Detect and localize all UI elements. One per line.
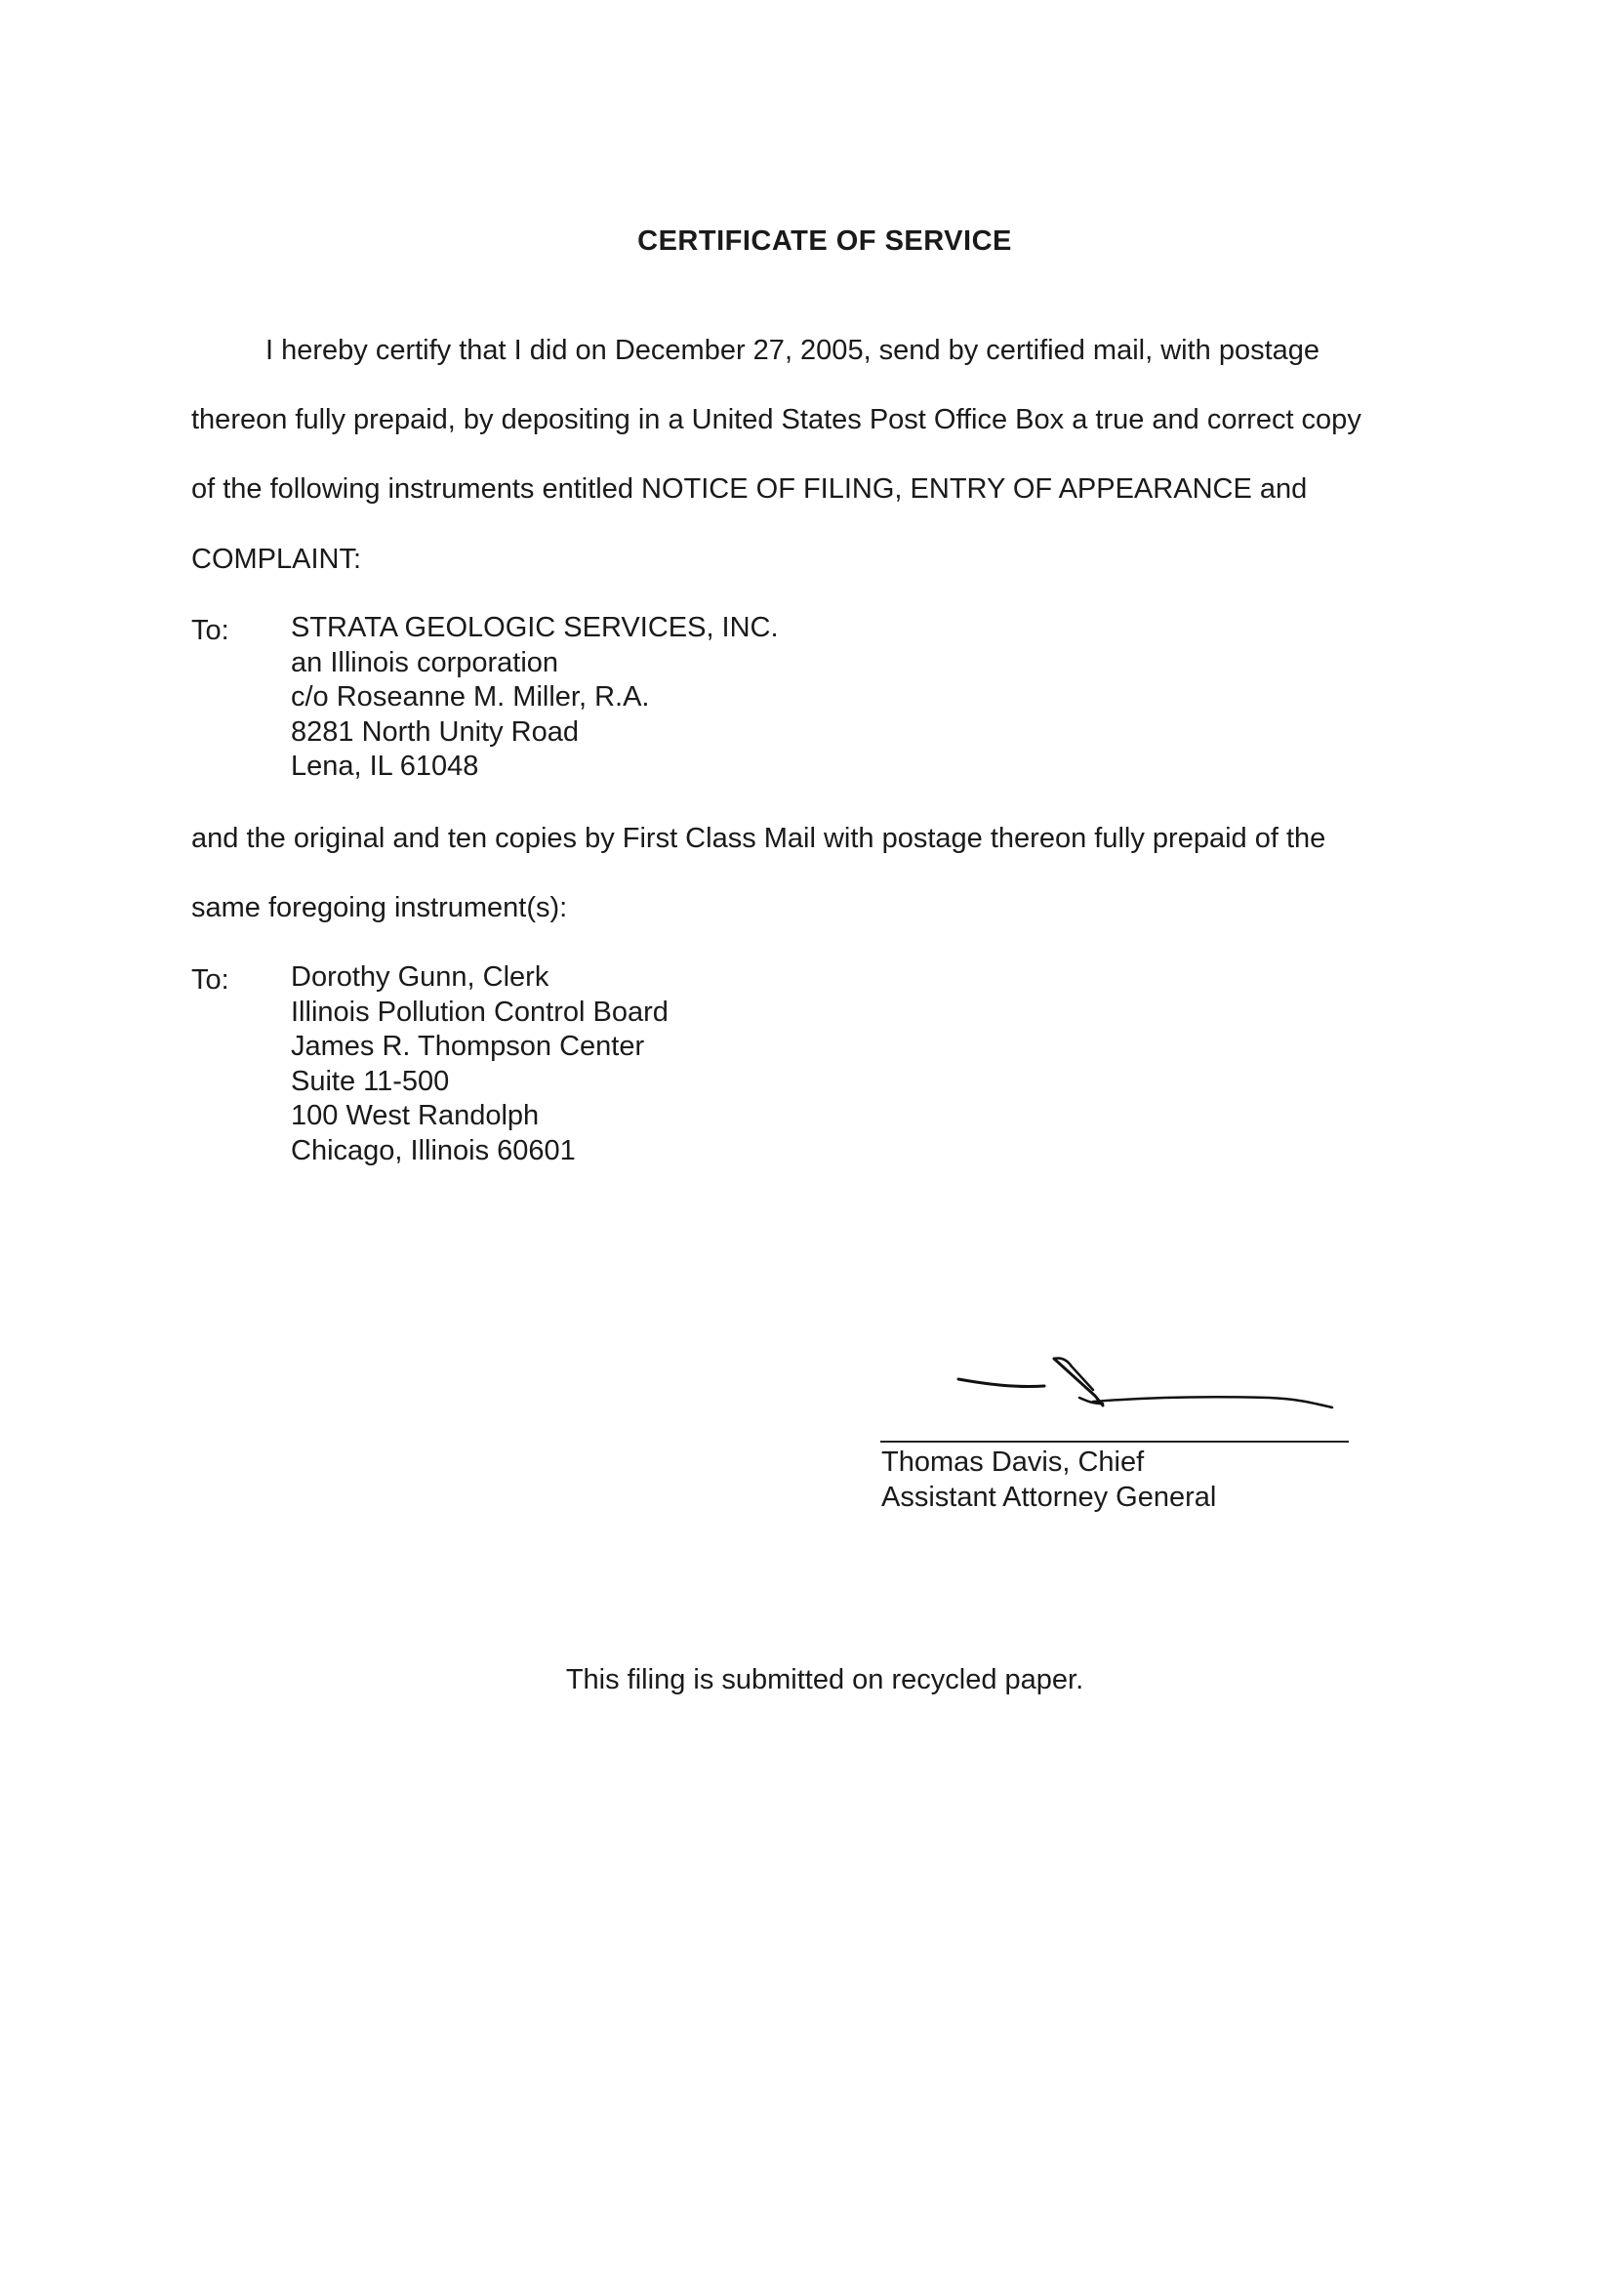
recipient1-label: To: xyxy=(191,615,229,646)
address-line: an Illinois corporation xyxy=(291,646,559,678)
paragraph1-line: thereon fully prepaid, by depositing in a United States Post Office Box a true and correct copy xyxy=(191,404,1361,435)
recipient2-address xyxy=(291,960,669,1168)
recipient1-address xyxy=(291,611,779,785)
address-line: Lena, IL 61048 xyxy=(291,751,479,782)
address-line: 8281 North Unity Road xyxy=(291,715,579,748)
signature-line xyxy=(880,1441,1349,1443)
address-line: Suite 11-500 xyxy=(291,1065,450,1097)
signer-title: Assistant Attorney General xyxy=(881,1482,1217,1513)
paragraph1-line: I hereby certify that I did on December 27, 2005, send by certified mail, with postage xyxy=(265,335,1320,366)
address-line: Chicago, Illinois 60601 xyxy=(291,1134,576,1166)
address-line: James R. Thompson Center xyxy=(291,1031,645,1062)
address-line: Illinois Pollution Control Board xyxy=(291,996,669,1028)
paragraph1-line: of the following instruments entitled NOTICE OF FILING, ENTRY OF APPEARANCE and xyxy=(191,473,1308,505)
document-title: CERTIFICATE OF SERVICE xyxy=(637,225,1012,257)
recycled-paper-note: This filing is submitted on recycled paper. xyxy=(565,1664,1084,1695)
address-line: Dorothy Gunn, Clerk xyxy=(291,961,549,993)
paragraph2-line: and the original and ten copies by First Class Mail with postage thereon fully prepaid of the xyxy=(191,823,1326,854)
address-line: c/o Roseanne M. Miller, R.A. xyxy=(291,681,650,713)
paragraph1-line: COMPLAINT: xyxy=(191,544,362,575)
signature-scribble xyxy=(947,1347,1347,1415)
signer-name: Thomas Davis, Chief xyxy=(881,1447,1145,1478)
address-line: 100 West Randolph xyxy=(291,1100,540,1131)
paragraph2-line: same foregoing instrument(s): xyxy=(191,892,568,923)
address-line: STRATA GEOLOGIC SERVICES, INC. xyxy=(291,612,779,643)
signer-block xyxy=(881,1445,1216,1515)
recipient2-label: To: xyxy=(191,964,229,996)
